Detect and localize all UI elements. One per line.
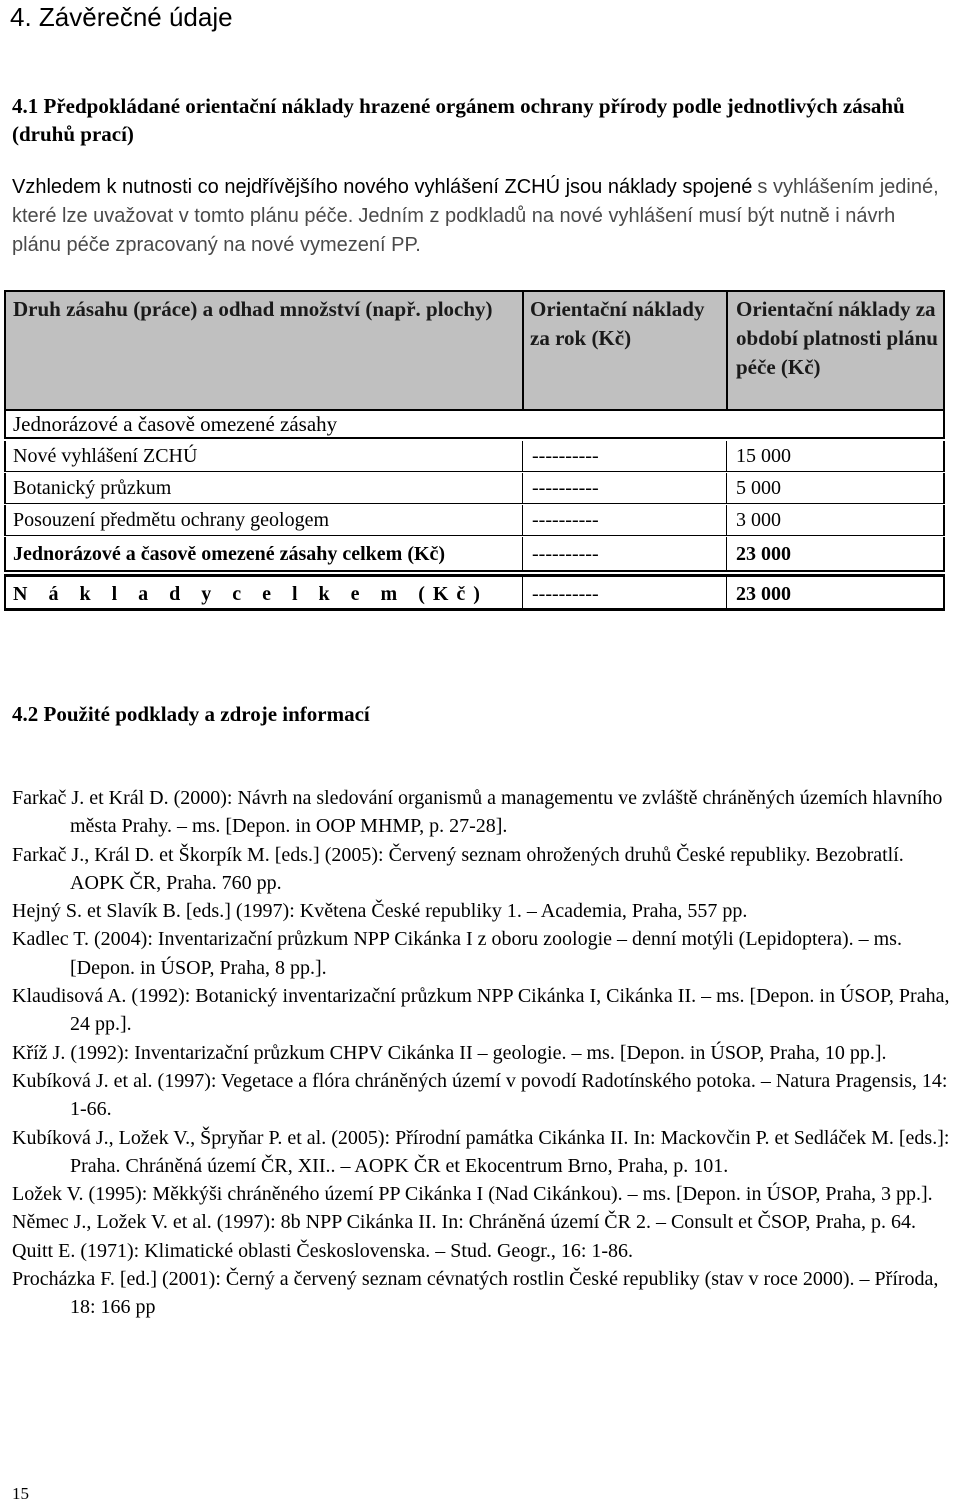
- subtotal-row: [4, 537, 945, 572]
- intro-line-3: Jedním z podkladů na nové vyhlášení musí být nutně i návrh plánu péče zpracovaný na nové vymezení PP.: [12, 205, 896, 256]
- reference-item: Farkač J., Král D. et Škorpík M. [eds.] (2005): Červený seznam ohrožených druhů České republiky. Bezobratlí. AOPK ČR, Praha. 760 pp.: [12, 843, 904, 894]
- grand-total-per-year: ----------: [532, 583, 599, 605]
- row-per-year: ----------: [532, 509, 599, 531]
- column-divider: [726, 441, 727, 472]
- row-name: Posouzení předmětu ochrany geologem: [13, 509, 330, 531]
- cost-table: [4, 290, 945, 612]
- subtotal-label: Jednorázové a časově omezené zásahy celkem (Kč): [13, 543, 446, 565]
- table-row: [4, 441, 945, 472]
- table-header: [4, 290, 945, 411]
- column-divider: [522, 292, 524, 411]
- column-divider: [522, 537, 523, 572]
- subtotal-total: 23 000: [736, 543, 791, 565]
- row-total: 5 000: [736, 477, 781, 499]
- intro-line-1: Vzhledem k nutnosti co nejdřívějšího nového vyhlášení ZCHÚ jsou náklady spojené: [12, 176, 753, 198]
- reference-item: Farkač J. et Král D. (2000): Návrh na sledování organismů a managementu ve zvláště chráněných územích hlavního města Prahy. – ms. [Depon. in OOP MHMP, p. 27-28].: [12, 787, 943, 838]
- subsection-title-sources: 4.2 Použité podklady a zdroje informací: [12, 702, 370, 726]
- column-divider: [522, 473, 523, 504]
- intro-paragraph: [12, 173, 947, 260]
- reference-item: Kříž J. (1992): Inventarizační průzkum CHPV Cikánka II – geologie. – ms. [Depon. in ÚSOP, Praha, 10 pp.].: [12, 1041, 887, 1064]
- grand-total-label: N á k l a d y c e l k e m (Kč): [13, 583, 488, 605]
- column-divider: [726, 473, 727, 504]
- header-cost-total: Orientační náklady za období platnosti plánu péče (Kč): [736, 297, 938, 379]
- row-per-year: ----------: [532, 445, 599, 467]
- column-divider: [522, 505, 523, 536]
- reference-item: Kubíková J. et al. (1997): Vegetace a flóra chráněných území v povodí Radotínského potoka. – Natura Pragensis, 14: 1-66.: [12, 1069, 948, 1121]
- header-work-type: Druh zásahu (práce) a odhad množství (např. plochy): [13, 297, 493, 321]
- reference-item: Quitt E. (1971): Klimatické oblasti Československa. – Stud. Geogr., 16: 1-86.: [12, 1239, 634, 1262]
- row-total: 3 000: [736, 509, 781, 531]
- reference-item: Němec J., Ložek V. et al. (1997): 8b NPP Cikánka II. In: Chráněná území ČR 2. – Consult et ČSOP, Praha, p. 64.: [12, 1211, 916, 1234]
- table-section-row: [4, 409, 945, 439]
- reference-list: [12, 784, 960, 1322]
- reference-item: Kadlec T. (2004): Inventarizační průzkum NPP Cikánka I z oboru zoologie – denní motýli (Lepidoptera). – ms. [Depon. in ÚSOP, Praha, 8 pp.].: [12, 928, 902, 979]
- column-divider: [726, 537, 727, 572]
- reference-item: Hejný S. et Slavík B. [eds.] (1997): Květena České republiky 1. – Academia, Praha, 557 pp.: [12, 900, 748, 923]
- row-name: Nové vyhlášení ZCHÚ: [13, 445, 198, 467]
- subsection-title-costs: 4.1 Předpokládané orientační náklady hrazené orgánem ochrany přírody podle jednotlivých zásahů (druhů prací): [12, 94, 905, 146]
- column-divider: [522, 577, 523, 608]
- column-divider: [726, 292, 728, 411]
- reference-item: Ložek V. (1995): Měkkýši chráněného území PP Cikánka I (Nad Cikánkou). – ms. [Depon. in ÚSOP, Praha, 3 pp.].: [12, 1183, 933, 1206]
- page-number: 15: [12, 1484, 29, 1503]
- intro-line-2: s vyhlášením jediné, které lze uvažovat v tomto plánu péče.: [12, 176, 939, 227]
- column-divider: [726, 577, 727, 608]
- row-per-year: ----------: [532, 477, 599, 499]
- column-divider: [726, 505, 727, 536]
- table-row: [4, 505, 945, 536]
- section-label: Jednorázové a časově omezené zásahy: [13, 412, 338, 436]
- column-divider: [522, 441, 523, 472]
- reference-item: Procházka F. [ed.] (2001): Černý a červený seznam cévnatých rostlin České republiky (stav v roce 2000). – Příroda, 18: 166 pp: [12, 1268, 939, 1319]
- reference-item: Klaudisová A. (1992): Botanický inventarizační průzkum NPP Cikánka I, Cikánka II. – ms. [Depon. in ÚSOP, Praha, 24 pp.].: [12, 985, 950, 1036]
- table-row: [4, 473, 945, 504]
- row-name: Botanický průzkum: [13, 477, 172, 499]
- section-title: 4. Závěrečné údaje: [10, 2, 233, 32]
- subtotal-per-year: ----------: [532, 543, 599, 565]
- row-total: 15 000: [736, 445, 791, 467]
- grand-total-row: [4, 574, 945, 611]
- reference-item: Kubíková J., Ložek V., Špryňar P. et al. (2005): Přírodní památka Cikánka II. In: Mackovčin P. et Sedláček M. [eds.]: Praha. Chráněná území ČR, XII.. – AOPK ČR et Ekocentrum Brno, Praha, p. 101.: [12, 1126, 950, 1177]
- header-cost-per-year: Orientační náklady za rok (Kč): [530, 297, 705, 350]
- grand-total-value: 23 000: [736, 583, 791, 605]
